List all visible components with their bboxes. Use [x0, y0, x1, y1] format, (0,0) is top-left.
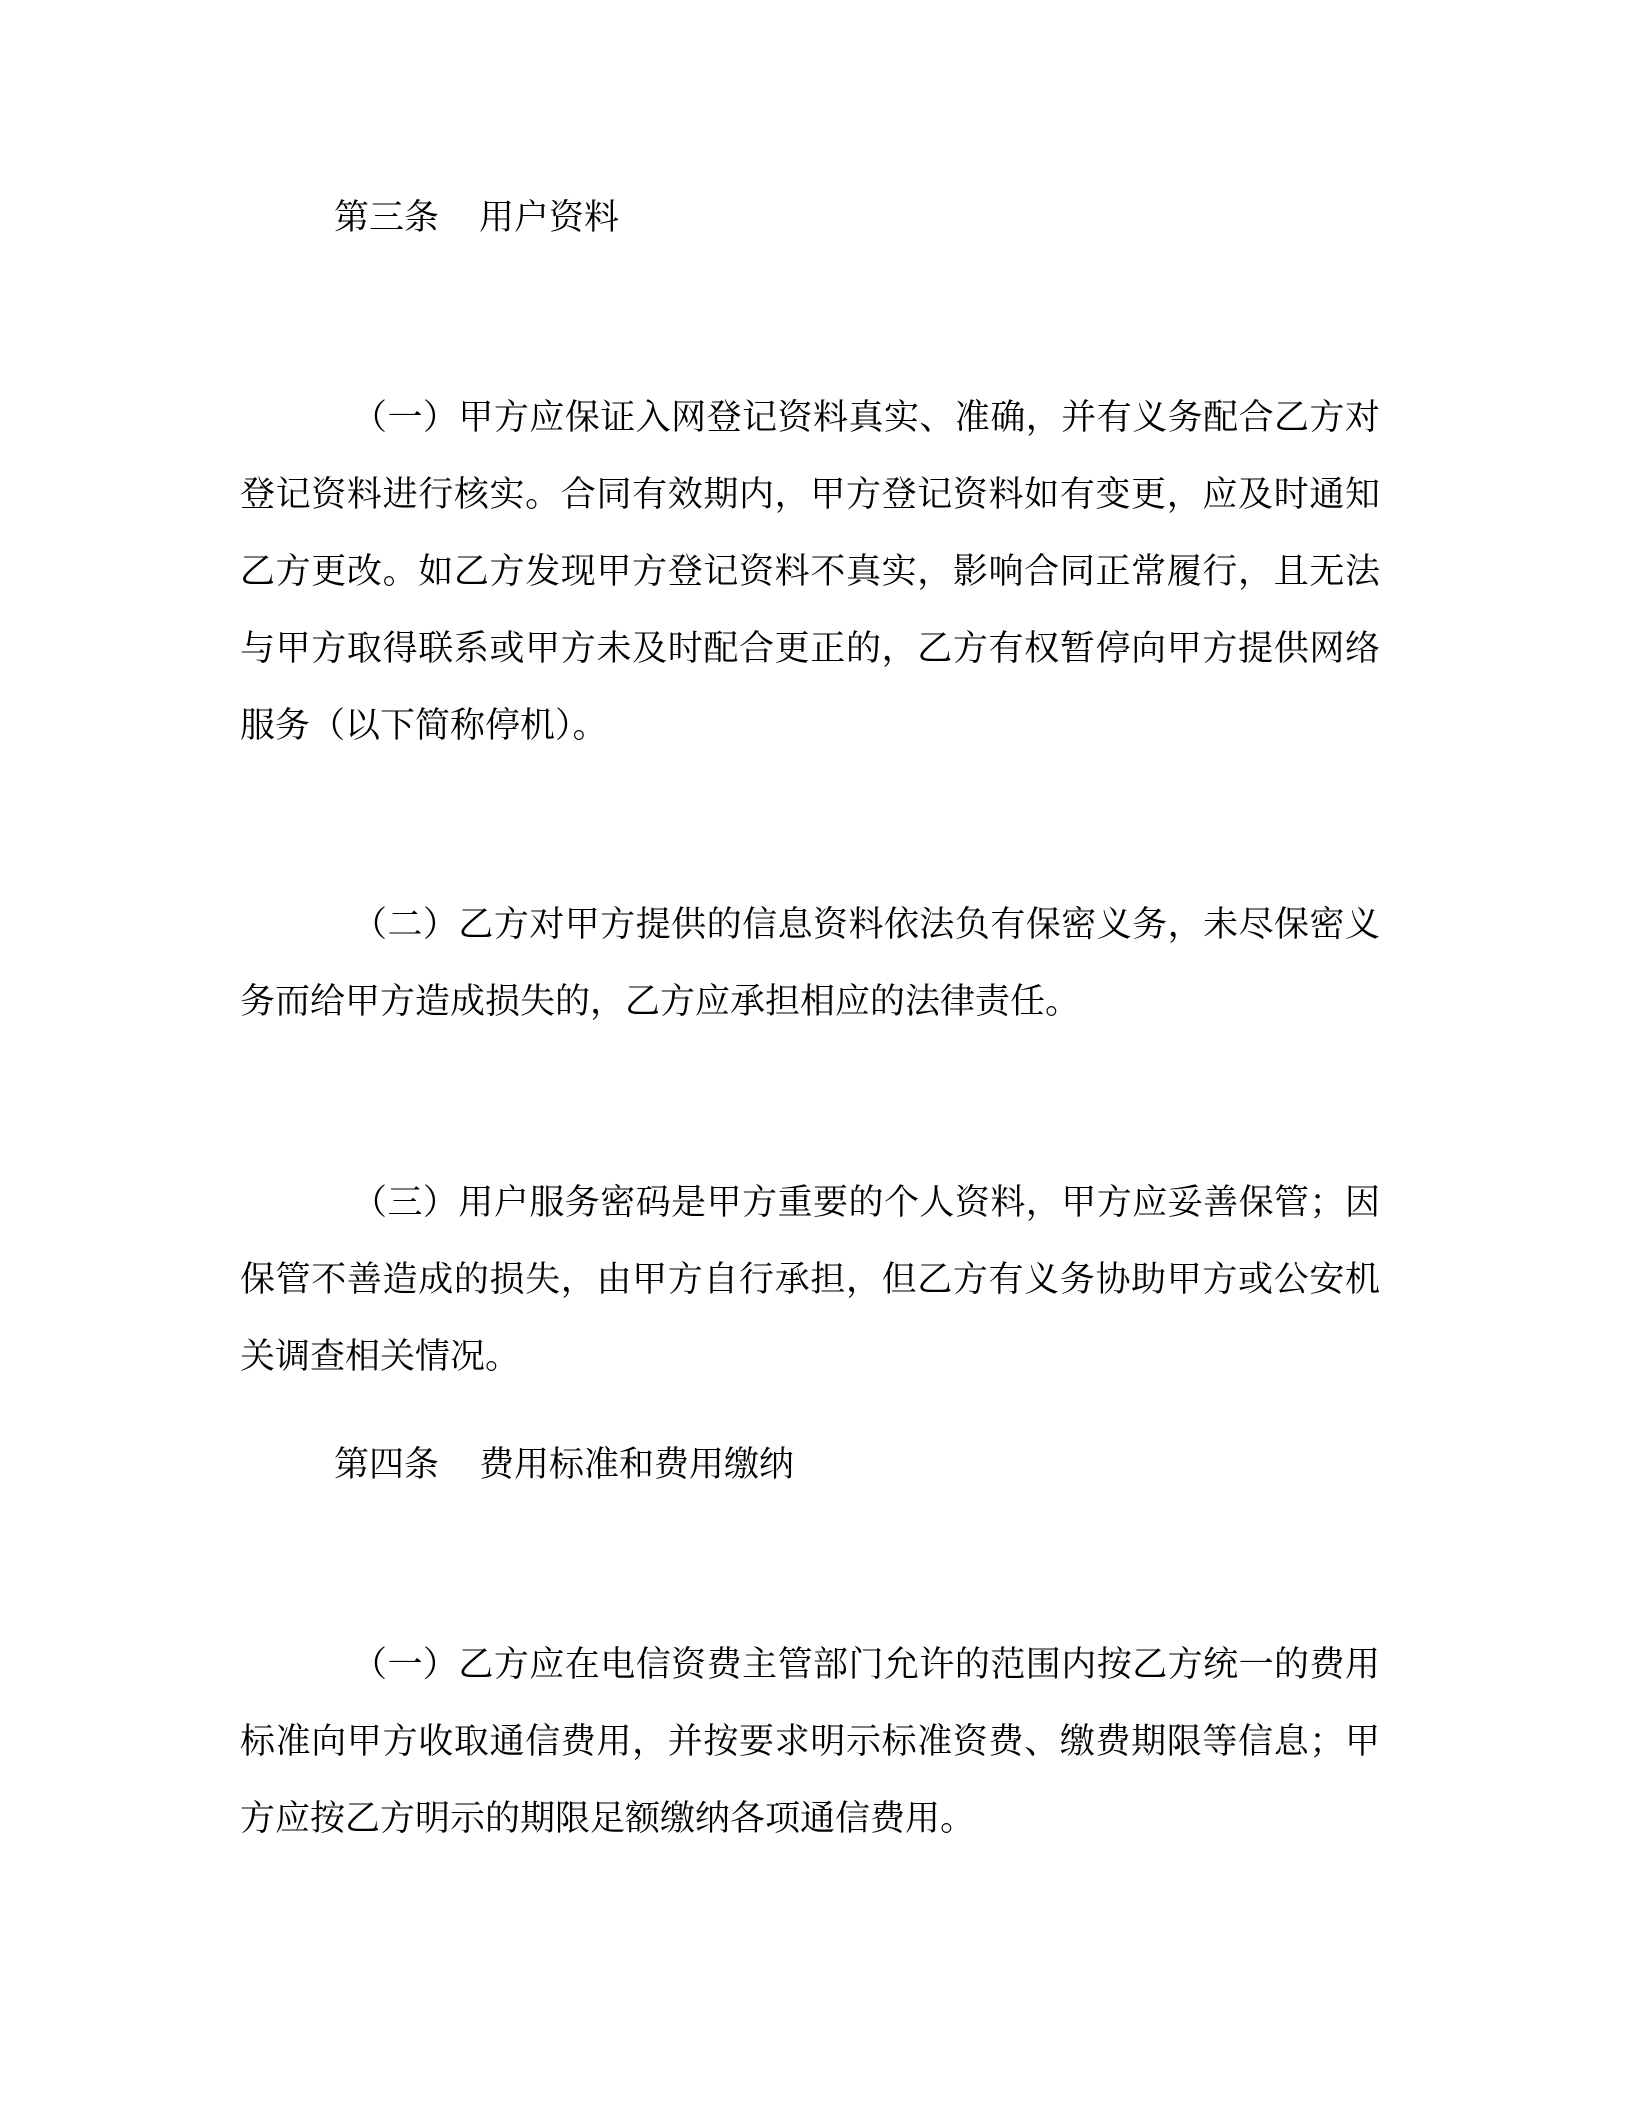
article-3-title: 用户资料: [479, 198, 620, 238]
article-3-clause-1: （一）甲方应保证入网登记资料真实、准确，并有义务配合乙方对登记资料进行核实。合同有效期内，甲方登记资料如有变更，应及时通知乙方更改。如乙方发现甲方登记资料不真实，影响合同正常履行，且无法与甲方取得联系或甲方未及时配合更正的，乙方有权暂停向甲方提供网络服务（以下简称停机）。: [240, 398, 1380, 746]
article-3-clause-3: （三）用户服务密码是甲方重要的个人资料，甲方应妥善保管；因保管不善造成的损失，由甲方自行承担，但乙方有义务协助甲方或公安机关调查相关情况。: [240, 1183, 1380, 1377]
article-3-number: 第三条: [334, 198, 440, 238]
article-3-heading: [334, 198, 619, 238]
article-4-title: 费用标准和费用缴纳: [479, 1445, 795, 1485]
article-4-number: 第四条: [334, 1445, 440, 1485]
article-4-heading: [334, 1445, 794, 1485]
article-4-clause-1: （一）乙方应在电信资费主管部门允许的范围内按乙方统一的费用标准向甲方收取通信费用，并按要求明示标准资费、缴费期限等信息；甲方应按乙方明示的期限足额缴纳各项通信费用。: [240, 1645, 1380, 1839]
article-3-clause-2: （二）乙方对甲方提供的信息资料依法负有保密义务，未尽保密义务而给甲方造成损失的，乙方应承担相应的法律责任。: [240, 905, 1380, 1022]
